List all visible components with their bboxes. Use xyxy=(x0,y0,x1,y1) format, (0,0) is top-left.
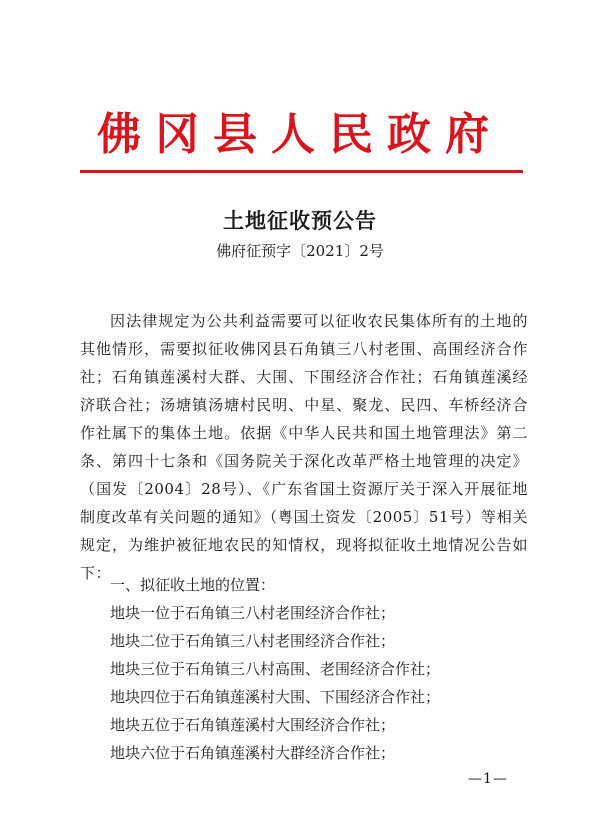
document-title: 土地征收预公告 xyxy=(223,208,377,233)
parcel-item: 地块二位于石角镇三八村老围经济合作社； xyxy=(110,632,396,650)
parcel-item: 地块一位于石角镇三八村老围经济合作社； xyxy=(110,604,396,622)
page-number: —1— xyxy=(468,771,508,787)
parcel-item: 地块四位于石角镇莲溪村大围、下围经济合作社； xyxy=(110,688,441,706)
section-heading: 一、拟征收土地的位置： xyxy=(110,576,276,594)
parcel-item: 地块六位于石角镇莲溪村大群经济合作社； xyxy=(110,744,396,762)
parcel-item: 地块三位于石角镇三八村高围、老围经济合作社； xyxy=(110,660,441,678)
intro-paragraph: 因法律规定为公共利益需要可以征收农民集体所有的土地的其他情形，需要拟征收佛冈县石角镇三八村老围、高围经济合作社；石角镇莲溪村大群、大围、下围经济合作社；石角镇莲溪经济联合社；汤塘镇汤塘村民明、中星、聚龙、民四、车桥经济合作社属下的集体土地。依据《中华人民共和国土地管理法》第二条、第四十七条和《国务院关于深化改革严格土地管理的决定》（国发〔2004〕28号）、《广东省国土资源厅关于深入开展征地制度改革有关问题的通知》（粤国土资发〔2005〕51号）等相关规定，为维护被征地农民的知情权，现将拟征收土地情况公告如下： xyxy=(80,312,528,582)
parcel-list xyxy=(110,599,530,767)
red-header-rule xyxy=(80,170,523,173)
issuer-header: 佛冈县人民政府 xyxy=(97,109,503,160)
document-number: 佛府征预字〔2021〕2号 xyxy=(216,242,384,260)
parcel-item: 地块五位于石角镇莲溪村大围经济合作社； xyxy=(110,716,396,734)
